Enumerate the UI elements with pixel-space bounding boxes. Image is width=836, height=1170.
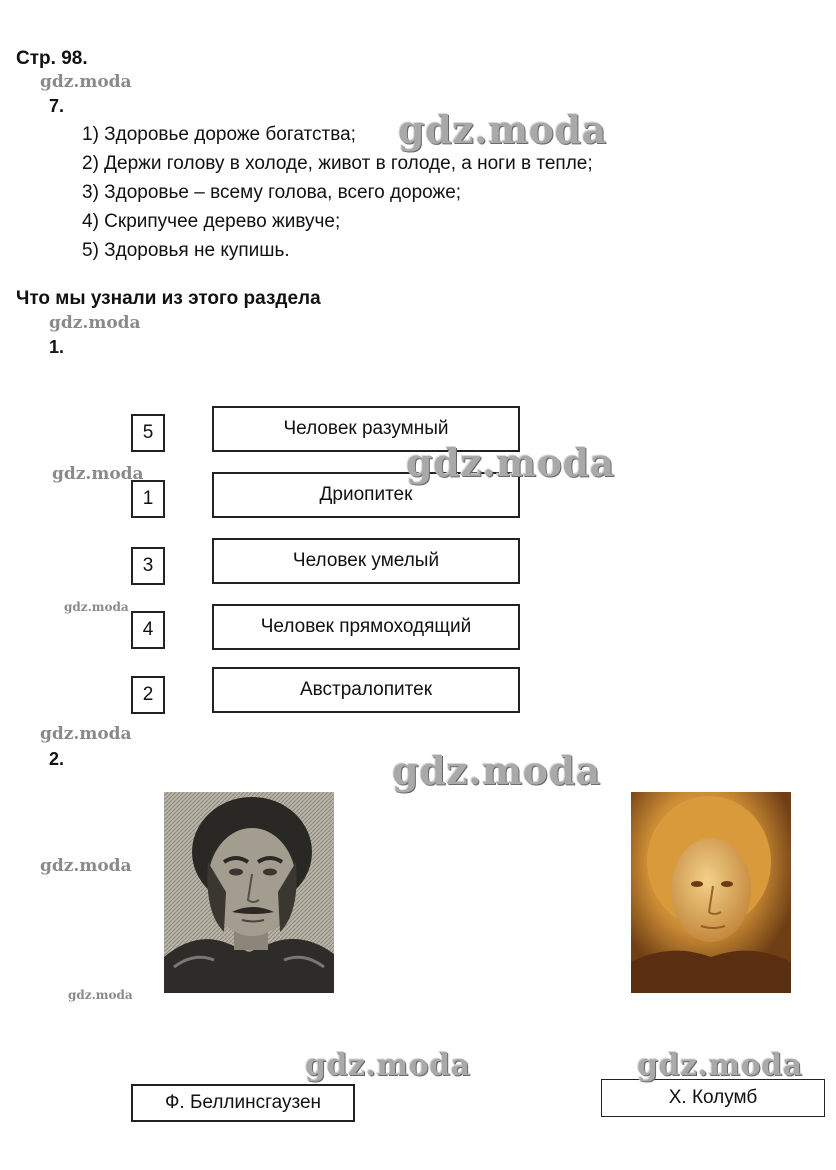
stage-box-5: Австралопитек: [212, 667, 520, 713]
proverb-1: 1) Здоровье дороже богатства;: [82, 124, 356, 145]
watermark: gdz.moda: [637, 1048, 803, 1083]
watermark: gdz.moda: [40, 856, 132, 876]
order-box-4: 4: [131, 611, 165, 649]
bellingshausen-portrait: [164, 792, 334, 993]
order-box-5: 2: [131, 676, 165, 714]
caption-left: Ф. Беллинсгаузен: [131, 1084, 355, 1122]
caption-right: Х. Колумб: [601, 1079, 825, 1117]
page-number: Стр. 98.: [16, 48, 88, 69]
stage-box-2: Дриопитек: [212, 472, 520, 518]
section-title: Что мы узнали из этого раздела: [16, 288, 321, 309]
stage-box-4: Человек прямоходящий: [212, 604, 520, 650]
watermark: gdz.moda: [40, 72, 132, 92]
task-7-number: 7.: [49, 96, 65, 116]
order-box-2: 1: [131, 480, 165, 518]
stage-box-1: Человек разумный: [212, 406, 520, 452]
stage-box-3: Человек умелый: [212, 538, 520, 584]
proverb-5: 5) Здоровья не купишь.: [82, 240, 290, 261]
task-1-number: 1.: [49, 337, 65, 357]
watermark: gdz.moda: [49, 313, 141, 333]
watermark: gdz.moda: [406, 440, 615, 485]
watermark: gdz.moda: [392, 748, 601, 793]
columbus-portrait: [631, 792, 791, 993]
watermark: gdz.moda: [68, 988, 133, 1002]
watermark: gdz.moda: [64, 600, 129, 614]
watermark: gdz.moda: [398, 107, 607, 152]
watermark: gdz.moda: [52, 464, 144, 484]
proverb-2: 2) Держи голову в холоде, живот в голоде, а ноги в тепле;: [82, 153, 593, 174]
watermark: gdz.moda: [40, 724, 132, 744]
task-2-number: 2.: [49, 749, 65, 769]
order-box-1: 5: [131, 414, 165, 452]
proverb-4: 4) Скрипучее дерево живуче;: [82, 211, 341, 232]
watermark: gdz.moda: [305, 1048, 471, 1083]
order-box-3: 3: [131, 547, 165, 585]
proverb-3: 3) Здоровье – всему голова, всего дороже;: [82, 182, 462, 203]
